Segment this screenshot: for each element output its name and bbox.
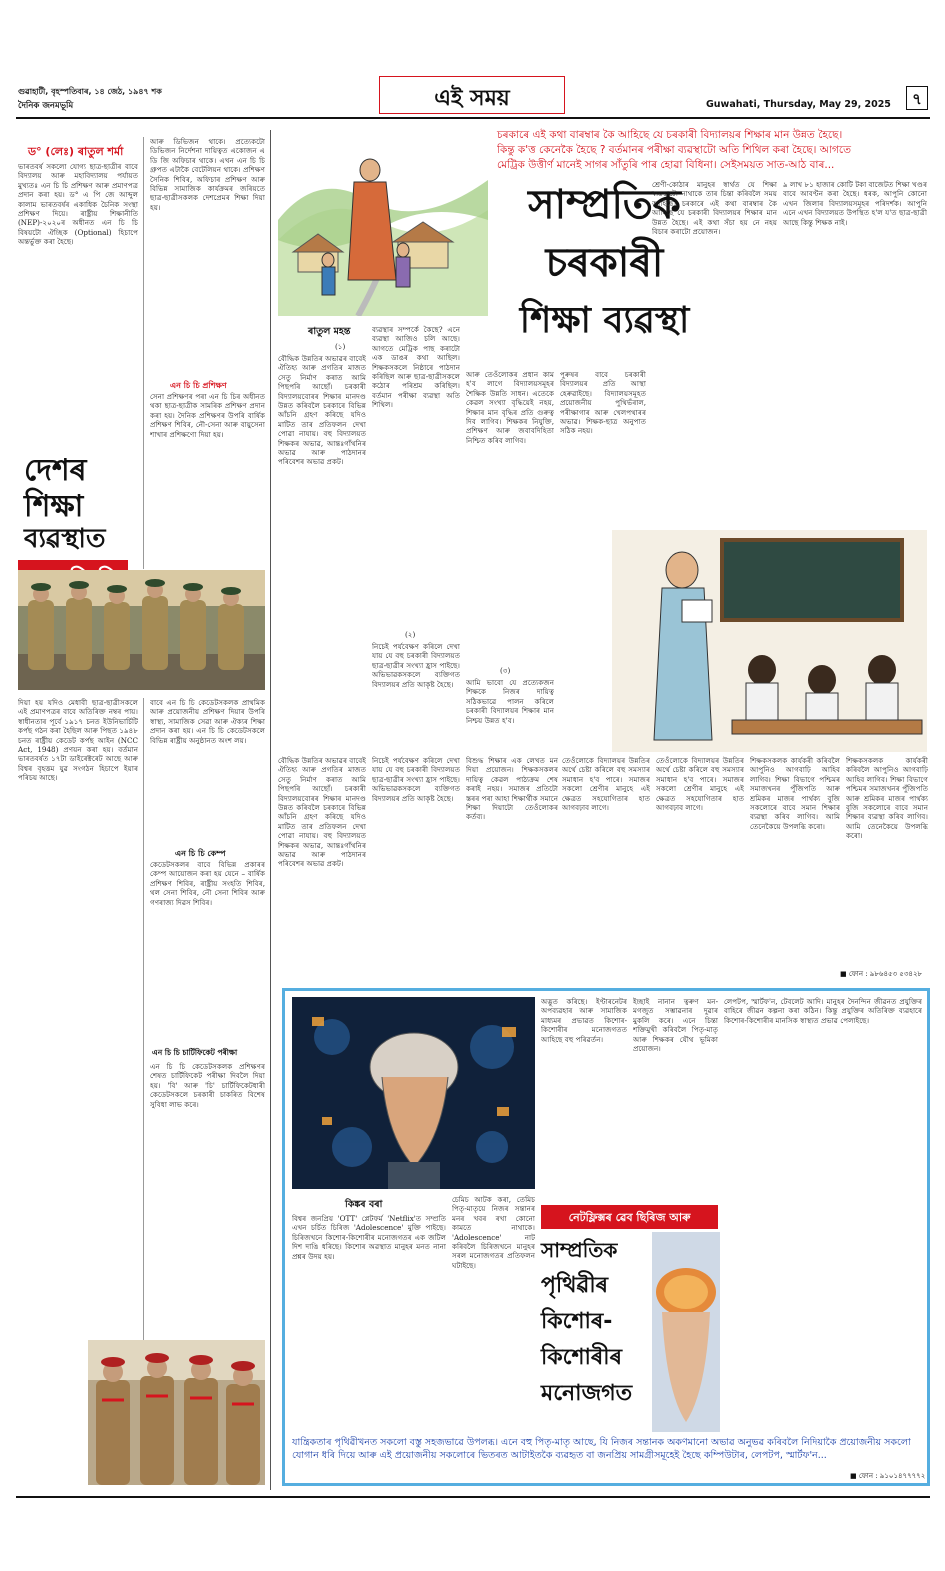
- editorial-col-1: বৌদ্ধিক উন্নতিৰ অভাৱৰ বাবেই ঐতিহ্য আৰু প্ৰগতিৰ মাজত সেতু নিৰ্মাণ কৰাত আমি পিছপৰি আছোঁ। চৰকাৰী বিদ্যালয়বোৰৰ শিক্ষাৰ মানদণ্ড উন্নত কৰিবলৈ চৰকাৰে বিভিন্ন আঁচনি গ্ৰহণ কৰিছে যদিও মাটিত তাৰ প্ৰতিফলন দেখা পোৱা নাযায়। বহু বিদ্যালয়ত শিক্ষকৰ অভাৱ, আন্তঃগাঁথনিৰ অভাৱ আৰু পাঠদানৰ পৰিবেশৰ অভাৱ প্ৰকট।: [278, 354, 366, 467]
- editorial-byline: ৰাতুল মহন্ত: [308, 326, 351, 337]
- netflix-title-line-1: সাম্প্ৰতিক: [541, 1238, 618, 1262]
- netflix-title-line-4: কিশোৰীৰ: [541, 1345, 622, 1370]
- editorial-red-line-3: মেট্ৰিক উত্তীৰ্ণ মানেই সাগৰ সাঁতুৰি পাৰ হোৱা বিধিনা। সেইসময়ত সাত-আঠ বাৰ...: [497, 159, 835, 171]
- netflix-brain-illustration: [292, 997, 535, 1189]
- ncc-parade-photo: [18, 570, 265, 690]
- ncc-heading-line-2: শিক্ষা: [24, 489, 84, 524]
- editorial-col-2-b: নিচেই পৰ্যবেক্ষণ কৰিলে দেখা যায় যে বহু চৰকাৰী বিদ্যালয়ত ছাত্ৰ-ছাত্ৰীৰ সংখ্যা হ্ৰাস পাইছে। অভিভাৱকসকলে ব্যক্তিগত বিদ্যালয়ৰ প্ৰতি আকৃষ্ট হৈছে।: [372, 642, 460, 689]
- editorial-phone: ■ ফোন : ৯৮৬৪৫৩ ৫৩৪২৮: [840, 970, 923, 978]
- netflix-title-line-5: মনোজগত: [541, 1381, 633, 1406]
- ncc-cadets-photo: [88, 1340, 265, 1485]
- ncc-lower-col2-a: বাবে এন চি চি কেডেটসকলক প্ৰাথমিক আৰু প্ৰয়োজনীয় প্ৰশিক্ষণ দিয়াৰ উপৰি স্বাস্থ্য, সামাজিক সেৱা আৰু ঐক্যৰ শিক্ষা প্ৰদান কৰা হয়। এন চি চি কেডেটসকলে বিভিন্ন ৰাষ্ট্ৰীয় অনুষ্ঠানত অংশ লয়।: [150, 698, 265, 745]
- ncc-lower-subhead-exam: এন চি চি চাৰ্টিফিকেট পৰীক্ষা: [152, 1048, 238, 1057]
- ncc-col-divider: [143, 137, 144, 569]
- netflix-footer-quote: যান্ত্ৰিকতাৰ পৃথিৱীখনত সকলো বস্তু সহজভাৱে উপলব্ধ। এনে বহু পিতৃ-মাতৃ আছে, যি নিজৰ সন্তানক অকণমানো অভাৱ অনুভৱ কৰিবলৈ নিদিয়াকৈ প্ৰয়োজনীয় সকলো যোগান ধৰি দিয়ে আৰু এই প্ৰয়োজনীয় সকলোৰে ভিতৰত আটাইতকৈ ব্যৱহৃত বা জনপ্ৰিয় সামগ্ৰীসমূহেই হৈছে কম্পিউটাৰ, লেপটপ, স্মাৰ্টফ'ন...: [292, 1437, 911, 1461]
- netflix-title-line-3: কিশোৰ-: [541, 1309, 613, 1334]
- editorial-lower-col-1: বিশুদ্ধ শিক্ষাৰ এক লেখত মন দিয়া প্ৰয়োজন। শিক্ষকসকলৰ দায়িত্ব কেৱল পাঠ্যক্ৰম শেষ কৰাই নহয়। সমাজৰ প্ৰতিটো স্তৰৰ পৰা আহা শিক্ষাৰ্থীক সমানে শিক্ষা দিয়াটো তেওঁলোকৰ কৰ্তব্য।: [466, 756, 558, 822]
- editorial-col-2-sec: (২): [405, 630, 416, 639]
- masthead-left-date: গুৱাহাটী, বৃহস্পতিবাৰ, ১৪ জেঠ, ১৯৪৭ শক: [18, 87, 162, 96]
- editorial-lower-left-col-1: বৌদ্ধিক উন্নতিৰ অভাৱৰ বাবেই ঐতিহ্য আৰু প্ৰগতিৰ মাজত সেতু নিৰ্মাণ কৰাত আমি পিছপৰি আছোঁ। চৰকাৰী বিদ্যালয়বোৰৰ শিক্ষাৰ মানদণ্ড উন্নত কৰিবলৈ চৰকাৰে বিভিন্ন আঁচনি গ্ৰহণ কৰিছে যদিও মাটিত তাৰ প্ৰতিফলন দেখা পোৱা নাযায়। বহু বিদ্যালয়ত শিক্ষকৰ অভাৱ, আন্তঃগাঁথনিৰ অভাৱ আৰু পাঠদানৰ পৰিবেশৰ অভাৱ প্ৰকট।: [278, 756, 366, 869]
- masthead-title: এই সময়: [434, 86, 510, 111]
- ncc-heading-line-3: ব্যৱস্থাত: [24, 524, 106, 554]
- page-bottom-rule: [16, 1496, 930, 1498]
- editorial-lower-col-3: তেওঁলোকে বিদ্যালয়ৰ উন্নতিৰ অৰ্থে চেষ্টা কৰিলে বহু সমস্যাৰ সমাধান হ'ব পাৰে। সমাজৰ সকলো শ্ৰেণীৰ মানুহে এই ক্ষেত্ৰত সহযোগিতাৰ হাত আগবঢ়াব লাগে।: [656, 756, 744, 813]
- editorial-lower-left-col-2: নিচেই পৰ্যবেক্ষণ কৰিলে দেখা যায় যে বহু চৰকাৰী বিদ্যালয়ত ছাত্ৰ-ছাত্ৰীৰ সংখ্যা হ্ৰাস পাইছে। অভিভাৱকসকলে ব্যক্তিগত বিদ্যালয়ৰ প্ৰতি আকৃষ্ট হৈছে।: [372, 756, 460, 803]
- editorial-section-1-label: (১): [335, 342, 346, 351]
- ncc-lower-col1: দিয়া হয় যদিও মেধাবী ছাত্ৰ-ছাত্ৰীসকলে এই প্ৰমাণপত্ৰৰ বাবে অতিৰিক্ত নম্বৰ পায়। স্বাধীনতাৰ পূৰ্বে ১৯১৭ চনত ইউনিভাৰ্চিটি কৰ্পছ গঠন কৰা হৈছিল আৰু পিছত ১৯৪৮ চনত ৰাষ্ট্ৰীয় কেডেট কৰ্পছ আইন (NCC Act, 1948) প্ৰণয়ন কৰা হয়। বৰ্তমান ভাৰতবৰ্ষত ১৭টা ডাইৰেক্টৰেট আছে আৰু বিশ্বৰ বৃহত্তম যুৱ সংগঠন হিচাপে ইয়াৰ পৰিচয় আছে।: [18, 698, 138, 783]
- netflix-byline: কিঙ্কৰ বৰা: [345, 1199, 383, 1210]
- left-section-divider: [270, 130, 271, 1490]
- editorial-sketch-illustration: [278, 130, 488, 316]
- ncc-lower-col2-b: কেডেটসকলৰ বাবে বিভিন্ন প্ৰকাৰৰ কেম্প আয়োজন কৰা হয় যেনে – বাৰ্ষিক প্ৰশিক্ষণ শিবিৰ, ৰাষ্ট্ৰীয় সংহতি শিবিৰ, থল সেনা শিবিৰ, নৌ সেনা শিবিৰ আৰু গণৰাজ্য দিৱস শিবিৰ।: [150, 860, 265, 907]
- editorial-col-2: ব্যৱস্থাৰ সম্পৰ্কে কৈছে? এনে ব্যৱস্থা আজিও চলি আছে। আগতে মেট্ৰিক পাছ কৰাটো এক ডাঙৰ কথা আছিল। শিক্ষকসকলে নিষ্ঠাৰে পাঠদান কৰিছিল আৰু ছাত্ৰ-ছাত্ৰীসকলে কঠোৰ পৰিশ্ৰম কৰিছিল। বৰ্তমান পৰীক্ষা ব্যৱস্থা অতি শিথিল।: [372, 325, 460, 410]
- netflix-col-4: ইচ্ছাই নানান ত্বৰুণ মন-মগজুত সম্ভাৱনাৰ দুৱাৰ মুকলি কৰে। এনে চিন্তা শক্তিমুখী কৰিবলৈ পিতৃ-মাতৃ আৰু শিক্ষকৰ যৌথ ভূমিকা প্ৰয়োজন।: [633, 997, 718, 1054]
- editorial-title-line-2: চৰকাৰী: [545, 240, 664, 286]
- page-number: ৭: [912, 90, 922, 108]
- netflix-teen-brain-illustration: [652, 1232, 720, 1432]
- masthead-right-date: Guwahati, Thursday, May 29, 2025: [706, 99, 891, 110]
- editorial-col-5: শ্ৰেণী-কোঠাৰ মানুহৰ স্বাৰ্থত যে শিক্ষা ব্যৱস্থাটো নাথাকে তাৰ চিন্তা কৰিবলৈ সময় আহিছে। চৰকাৰে এই কথা বাৰম্বাৰ কৈ আহিছে যে চৰকাৰী বিদ্যালয়ৰ শিক্ষাৰ মান উন্নত হৈছে। এই কথা সঁচা হয় নে নহয় বিচাৰ কৰাটো প্ৰয়োজন।: [652, 180, 777, 237]
- editorial-lower-col-5: শিক্ষকসকলক কাৰ্যকৰী কৰিবলৈ আপুনিও আগবাঢ়ি আহিব লাগিব। শিক্ষা বিভাগে পশ্চিমৰ সমাজখনৰ পুঁজিপতি আৰু শ্ৰমিকৰ মাজৰ পাৰ্থক্য বুজি সকলোৰে বাবে সমান শিক্ষাৰ ব্যৱস্থা কৰিব লাগিব। আমি তেনেকৈয়ে উপলব্ধি কৰো।: [846, 756, 928, 841]
- editorial-col-6: ৯ লাখ ৮১ হাজাৰ কোটি টকা বাজেটত শিক্ষা খণ্ডৰ বাবে আবণ্টন কৰা হৈছে। ধৰক, আপুনি কোনো এখন জিলাৰ বিদ্যালয়সমূহৰ পৰিদৰ্শক। আপুনি এনে এখন বিদ্যালয়ত উপস্থিত হ'ল য'ত ছাত্ৰ-ছাত্ৰী আছে কিন্তু শিক্ষক নাই।: [783, 180, 927, 227]
- netflix-col-2: চেমিচ আটক কৰা, তেমিচ পিতৃ-মাতৃয়ে নিজৰ সন্তানৰ মনৰ খবৰ ৰখা কোনো কামতে নাথাকে। 'Adolescence' নাট কৰিবলৈ চিৰিজখনে মানুহৰ সৰল মনোজগতৰ প্ৰতিফলন ঘটাইছে।: [452, 1195, 535, 1270]
- masthead-rule: [16, 117, 930, 119]
- ncc-col2-text-b: সেনা প্ৰশিক্ষণৰ পৰা এন চি চিৰ অধীনত থকা ছাত্ৰ-ছাত্ৰীক সামৰিক প্ৰশিক্ষণ প্ৰদান কৰা হয়। দৈনিক প্ৰশিক্ষণৰ উপৰি বাৰ্ষিক প্ৰশিক্ষণ শিবিৰ, নৌ-সেনা আৰু বায়ুসেনা শাখাৰ প্ৰশিক্ষণো দিয়া হয়।: [150, 392, 265, 439]
- ncc-col2-text-a: আৰু ডিভিজন থাকে। প্ৰত্যেকটো ডিভিজন নিৰ্দেশনা দায়িত্বত একোজন এ ডি জি অফিচাৰ থাকে। এখন এন চি চি গ্ৰুপত এটাকৈ বেটেলিয়ন থাকে। প্ৰশিক্ষণ সৈনিক শিবিৰ, অফিচাৰ প্ৰশিক্ষণ আৰু বিভিন্ন সামাজিক কাৰ্যক্ৰমৰ জৰিয়তে ছাত্ৰ-ছাত্ৰীসকলক দেশপ্ৰেমৰ শিক্ষা দিয়া হয়।: [150, 137, 265, 212]
- ncc-col2-subhead-1: এন চি চি প্ৰশিক্ষণ: [170, 381, 227, 390]
- netflix-col-1: বিশ্বৰ জনপ্ৰিয় 'OTT' প্লেটফৰ্ম 'Netflix'ত সম্প্ৰতি এখন চৰ্চিত চিৰিজ 'Adolescence' মুক্তি পাইছে। চিৰিজখনে কিশোৰ-কিশোৰীৰ মনোজগতৰ এক জটিল দিশ দাঙি ধৰিছে। কিশোৰ অৱস্থাত মানুহৰ মনত নানা প্ৰশ্নৰ উদয় হয়।: [292, 1214, 446, 1261]
- editorial-col-3-sec: (৩): [500, 666, 511, 675]
- netflix-banner-text: নেটফ্লিক্সৰ ৱেব ছিৰিজ আৰু: [568, 1211, 691, 1224]
- editorial-lower-col-2: তেওঁলোকে বিদ্যালয়ৰ উন্নতিৰ অৰ্থে চেষ্টা কৰিলে বহু সমস্যাৰ সমাধান হ'ব পাৰে। সমাজৰ সকলো শ্ৰেণীৰ মানুহে এই ক্ষেত্ৰত সহযোগিতাৰ হাত আগবঢ়াব লাগে।: [562, 756, 650, 813]
- netflix-col-3: অদ্ভূত কৰিছে। ইণ্টাৰনেটৰ অপব্যৱহাৰ আৰু সামাজিক মাধ্যমৰ প্ৰভাৱত কিশোৰ-কিশোৰীৰ মনোজগতত আহিছে বহু পৰিৱৰ্তন।: [541, 997, 627, 1044]
- netflix-title-line-2: পৃথিৱীৰ: [541, 1273, 609, 1298]
- ncc-lower-subhead-camp: এন চি চি কেম্প: [175, 849, 226, 858]
- editorial-title-line-1: সাম্প্ৰতিক: [528, 182, 681, 228]
- ncc-byline: ড° (লেঃ) ৰাতুল শৰ্মা: [28, 145, 124, 158]
- editorial-col-3: আৰু তেওঁলোকৰ প্ৰধান কাম হ'ব লাগে বিদ্যালয়সমূহৰ শৈক্ষিক উন্নতি সাধন। এতেকে কেৱল সংখ্যা বৃদ্ধিয়েই নহয়, শিক্ষাৰ মান বৃদ্ধিৰ প্ৰতি গুৰুত্ব দিব লাগিব। শিক্ষকৰ নিযুক্তি, প্ৰশিক্ষণ আৰু জবাবদিহিতা নিশ্চিত কৰিব লাগিব।: [466, 370, 554, 445]
- netflix-phone: ■ ফোন : ৯১০১৪৭৭৭৭২: [850, 1472, 926, 1480]
- ncc-intro: ভাৰতবৰ্ষ সকলো যোগ্য ছাত্ৰ-ছাত্ৰীৰ বাবে বিদ্যালয় আৰু মহাবিদ্যালয় পৰ্যায়ত মুখ্যতঃ এন চি চি প্ৰশিক্ষণ আৰু প্ৰমাণপত্ৰ প্ৰদান কৰা হয়। ড° এ পি জে আব্দুল কালাম ভাৰতবৰ্ষৰ একাধিক চৈনিক সংস্থা প্ৰশিক্ষণ দিয়ে। ৰাষ্ট্ৰীয় শিক্ষানীতি (NEP)-২০২০ৰ অধীনত এন চি চি বিষয়টো ঐচ্ছিক (Optional) হিচাপে অন্তৰ্ভুক্ত কৰা হৈছে।: [18, 162, 138, 247]
- ncc-heading-line-1: দেশৰ: [24, 453, 87, 488]
- ncc-lower-col2-c: এন চি চি কেডেটসকলক প্ৰশিক্ষণৰ শেষত চাৰ্টিফিকেট পৰীক্ষা দিবলৈ দিয়া হয়। 'বি' আৰু 'চি' চাৰ্টিফিকেটধাৰী কেডেটসকলে চৰকাৰী চাকৰিত বিশেষ সুবিধা লাভ কৰে।: [150, 1062, 265, 1109]
- masthead-left-paper: দৈনিক জনমভূমি: [18, 101, 74, 111]
- editorial-red-line-1: চৰকাৰে এই কথা বাৰম্বাৰ কৈ আহিছে যে চৰকাৰী বিদ্যালয়ৰ শিক্ষাৰ মান উন্নত হৈছে।: [497, 129, 843, 141]
- editorial-red-line-2: কিন্তু ক'ত্ত কেনেকৈ হৈছে ? বৰ্তমানৰ পৰীক্ষা ব্যৱস্থাটো অতি শিথিল কৰা হৈছে। আগতে: [497, 144, 851, 156]
- netflix-title-box: [541, 1232, 646, 1432]
- netflix-col-5: লেপটপ, স্মাৰ্টফ'ন, টেবলেট আদি। মানুহৰ দৈনন্দিন জীৱনত প্ৰযুক্তিৰ বাহিৰে জীৱন কল্পনা কৰা কঠিন। কিন্তু প্ৰযুক্তিৰ অতিৰিক্ত ব্যৱহাৰে কিশোৰ-কিশোৰীৰ মানসিক স্বাস্থ্যত প্ৰভাৱ পেলাইছে।: [724, 997, 922, 1025]
- editorial-classroom-illustration: [612, 530, 927, 752]
- editorial-col-3-b: আমি ভাবো যে প্ৰত্যেকজন শিক্ষকে নিজৰ দায়িত্ব সঠিকভাৱে পালন কৰিলে চৰকাৰী বিদ্যালয়ৰ শিক্ষাৰ মান নিশ্চয় উন্নত হ'ব।: [466, 678, 554, 725]
- editorial-col-4: পুৰুষৰ বাবে চৰকাৰী বিদ্যালয়ৰ প্ৰতি আস্থা হেৰুৱাইছে। বিদ্যালয়সমূহত প্ৰয়োজনীয় পুথিভঁৰাল, পৰীক্ষাগাৰ আৰু খেলপথাৰৰ অভাৱ। শিক্ষক-ছাত্ৰ অনুপাত সঠিক নহয়।: [560, 370, 646, 436]
- editorial-lower-col-4: শিক্ষকসকলক কাৰ্যকৰী কৰিবলৈ আপুনিও আগবাঢ়ি আহিব লাগিব। শিক্ষা বিভাগে পশ্চিমৰ সমাজখনৰ পুঁজিপতি আৰু শ্ৰমিকৰ মাজৰ পাৰ্থক্য বুজি সকলোৰে বাবে সমান শিক্ষাৰ ব্যৱস্থা কৰিব লাগিব। আমি তেনেকৈয়ে উপলব্ধি কৰো।: [750, 756, 840, 831]
- editorial-title-line-3: শিক্ষা ব্যৱস্থা: [519, 300, 690, 341]
